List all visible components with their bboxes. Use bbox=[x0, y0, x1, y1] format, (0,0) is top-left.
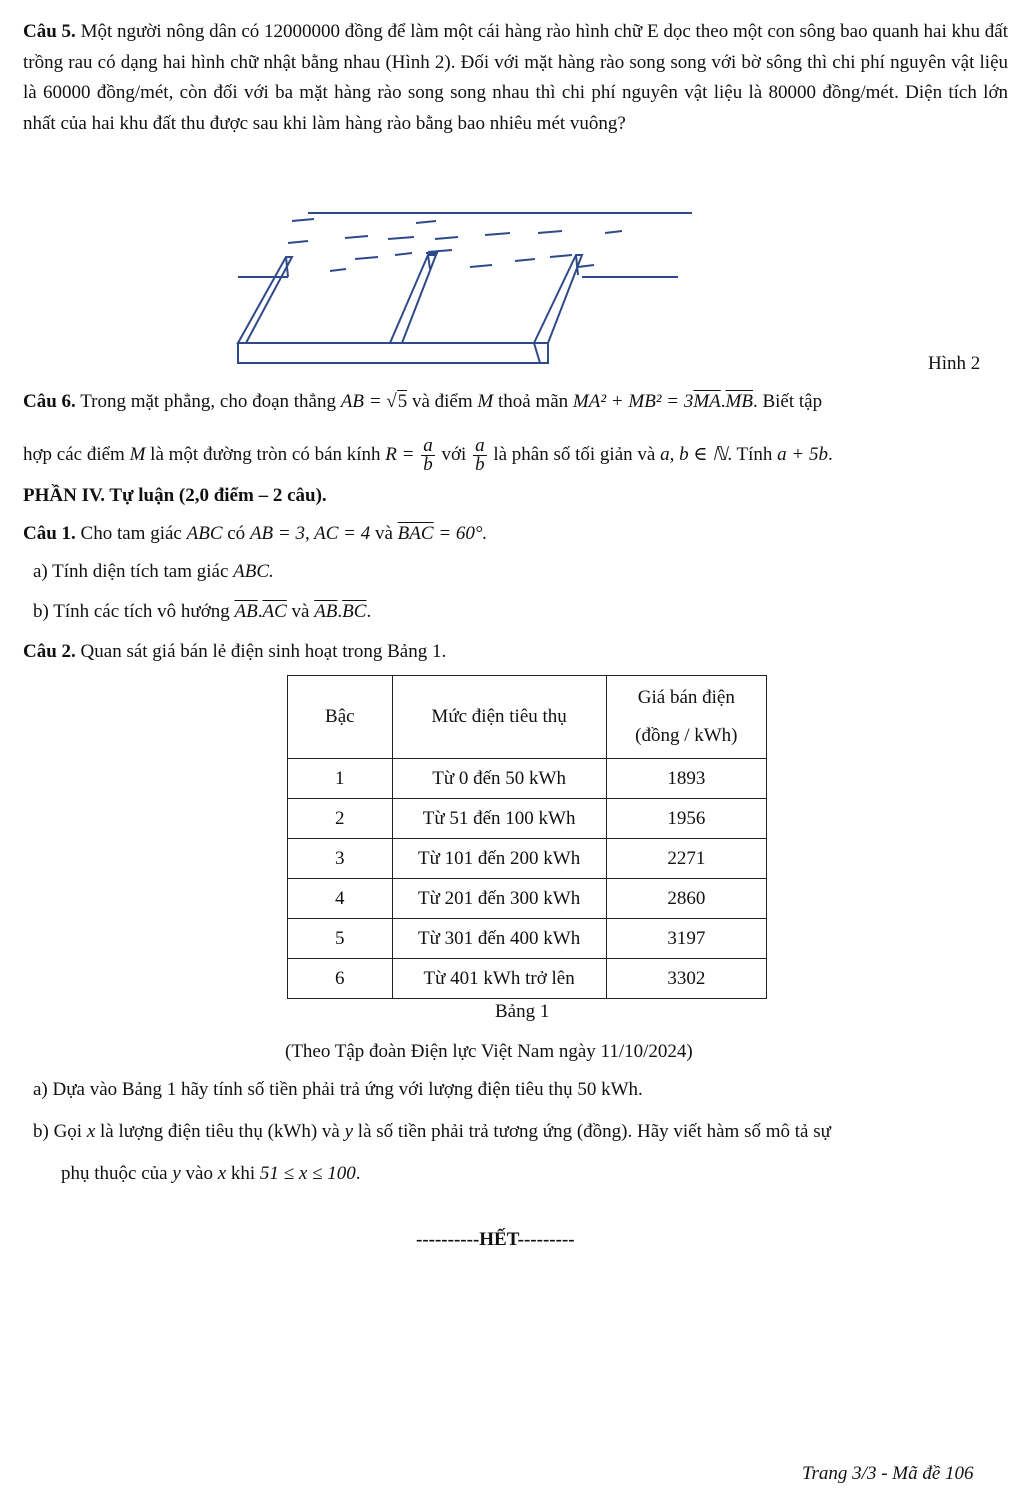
essay-1-part-b: b) Tính các tích vô hướng $\overline{AB}.\overline{AC}$ và $\overline{AB}.\overline{BC}$. bbox=[33, 601, 372, 622]
var-y: y bbox=[172, 1163, 181, 1184]
e1-a-end: ABC. bbox=[233, 561, 274, 582]
q6-dot: . bbox=[720, 391, 726, 412]
table-source: (Theo Tập đoàn Điện lực Việt Nam ngày 11/10/2024) bbox=[285, 1041, 693, 1062]
cell-usage: Từ 0 đến 50 kWh bbox=[392, 759, 606, 799]
e1-b-text: b) Tính các tích vô hướng bbox=[33, 601, 235, 622]
essay-2-label: Câu 2. bbox=[23, 641, 76, 662]
fence-figure bbox=[230, 195, 700, 370]
table-row bbox=[288, 879, 767, 919]
cell-tier: 3 bbox=[288, 839, 393, 879]
fence-front-face bbox=[238, 343, 548, 363]
q6-m: M bbox=[477, 391, 494, 412]
cell-usage: Từ 301 đến 400 kWh bbox=[392, 919, 606, 959]
q6-set: a, b ∈ ℕ bbox=[660, 444, 728, 465]
q6-target: a + 5b bbox=[777, 444, 828, 465]
var-y: y bbox=[344, 1121, 354, 1142]
table-row bbox=[288, 799, 767, 839]
vector-ac: $\overline{AC}$ bbox=[262, 601, 287, 622]
question-6-line-1: Câu 6. Trong mặt phẳng, cho đoạn thẳng AB = √5 và điểm M thoả mãn $MA^2 + MB^2 = 3\overline{MA}.\overline{MB}$. Biết tập bbox=[23, 391, 823, 412]
fraction-denominator: b bbox=[475, 454, 485, 476]
fence-left-side bbox=[238, 257, 292, 343]
table-row bbox=[288, 919, 767, 959]
q6-text: . Biết tập bbox=[752, 391, 823, 412]
e2-text: Quan sát giá bán lẻ điện sinh hoạt trong Bảng 1. bbox=[75, 641, 447, 662]
q6-ab: AB = bbox=[340, 391, 387, 412]
header-price-line-2: (đồng / kWh) bbox=[635, 725, 738, 746]
angle-value: = 60°. bbox=[433, 523, 488, 544]
e1-given: AB = 3, AC = 4 bbox=[249, 523, 371, 544]
cell-usage: Từ 101 đến 200 kWh bbox=[392, 839, 606, 879]
e1-text: có bbox=[222, 523, 250, 544]
vector-bc: $\overline{BC}$ bbox=[342, 601, 367, 622]
fraction-denominator: b bbox=[423, 454, 433, 476]
vector-mb: $\overline{MB}$ bbox=[725, 391, 753, 412]
e2-b-text: là lượng điện tiêu thụ (kWh) và bbox=[95, 1121, 345, 1142]
figure-caption: Hình 2 bbox=[928, 353, 981, 374]
q6-text: thoả mãn bbox=[493, 391, 573, 412]
cell-price: 1956 bbox=[606, 799, 766, 839]
e2-b-text: . bbox=[355, 1163, 361, 1184]
condition-range: 51 ≤ x ≤ 100 bbox=[259, 1163, 356, 1184]
vector-ma: $\overline{MA}$ bbox=[693, 391, 721, 412]
question-5 bbox=[23, 17, 1008, 139]
q6-text: và điểm bbox=[407, 391, 478, 412]
essay-1-label: Câu 1. bbox=[23, 523, 76, 544]
cell-price: 2860 bbox=[606, 879, 766, 919]
var-x: x bbox=[86, 1121, 96, 1142]
cell-price: 3197 bbox=[606, 919, 766, 959]
question-5-text: Một người nông dân có 12000000 đồng để làm một cái hàng rào hình chữ E dọc theo một con sông bao quanh hai khu đất trồng rau có dạng hai hình chữ nhật bằng nhau (Hình 2). Đối với mặt hàng rào song song với bờ sông thì chi phí nguyên vật liệu là 60000 đồng/mét, còn đối với ba mặt hàng rào song song nhau thì chi phí nguyên vật liệu là 80000 đồng/mét. Diện tích lớn nhất của hai khu đất thu được sau khi làm hàng rào bằng bao nhiêu mét vuông? bbox=[23, 21, 1009, 134]
var-x: x bbox=[217, 1163, 227, 1184]
e2-b-text: phụ thuộc của bbox=[61, 1163, 173, 1184]
cell-tier: 1 bbox=[288, 759, 393, 799]
fraction-a-over-b bbox=[473, 437, 487, 474]
cell-usage: Từ 201 đến 300 kWh bbox=[392, 879, 606, 919]
table-row bbox=[288, 959, 767, 999]
q6-text: Trong mặt phẳng, cho đoạn thẳng bbox=[75, 391, 341, 412]
cell-price: 1893 bbox=[606, 759, 766, 799]
essay-2-part-a: a) Dựa vào Bảng 1 hãy tính số tiền phải trả ứng với lượng điện tiêu thụ 50 kWh. bbox=[33, 1079, 643, 1100]
electricity-price-table bbox=[287, 675, 767, 999]
q6-equation: MA² + MB² = 3 bbox=[572, 391, 694, 412]
e2-b-text: là số tiền phải trả tương ứng (đồng). Hãy viết hàm số mô tả sự bbox=[353, 1121, 831, 1142]
e2-b-text: vào bbox=[180, 1163, 218, 1184]
essay-2-part-b-line-1 bbox=[33, 1120, 831, 1144]
vector-ab: $\overline{AB}$ bbox=[234, 601, 258, 622]
cell-price: 2271 bbox=[606, 839, 766, 879]
e1-a-text: a) Tính diện tích tam giác bbox=[33, 561, 234, 582]
cell-tier: 5 bbox=[288, 919, 393, 959]
vector-ab: $\overline{AB}$ bbox=[314, 601, 338, 622]
page-footer: Trang 3/3 - Mã đề 106 bbox=[802, 1463, 974, 1484]
fraction-numerator: a bbox=[475, 435, 485, 457]
cell-tier: 4 bbox=[288, 879, 393, 919]
essay-1-part-a bbox=[33, 560, 274, 584]
e1-text: và bbox=[370, 523, 398, 544]
e1-text: Cho tam giác bbox=[75, 523, 187, 544]
table-row bbox=[288, 839, 767, 879]
fraction-numerator: a bbox=[423, 435, 433, 457]
q6-r: R = bbox=[385, 444, 420, 465]
table-caption: Bảng 1 bbox=[495, 1001, 550, 1022]
cell-price: 3302 bbox=[606, 959, 766, 999]
q6-text: là phân số tối giản và bbox=[488, 444, 661, 465]
e1-b-mid: và bbox=[286, 601, 315, 622]
e1-abc: ABC bbox=[186, 523, 223, 544]
q6-text: . Tính bbox=[727, 444, 778, 465]
fence-right-side bbox=[534, 255, 582, 363]
q6-text: . bbox=[827, 444, 833, 465]
essay-question-1 bbox=[23, 522, 487, 546]
angle-bac: $\overline{BAC}$ bbox=[397, 523, 434, 544]
essay-question-2 bbox=[23, 640, 446, 664]
question-6-line-2 bbox=[23, 435, 833, 475]
q6-text: với bbox=[436, 444, 472, 465]
end-mark: ----------HẾT--------- bbox=[416, 1229, 575, 1250]
e2-b-text: b) Gọi bbox=[33, 1121, 87, 1142]
cell-usage: Từ 51 đến 100 kWh bbox=[392, 799, 606, 839]
cell-usage: Từ 401 kWh trở lên bbox=[392, 959, 606, 999]
cell-tier: 6 bbox=[288, 959, 393, 999]
q6-text: là một đường tròn có bán kính bbox=[145, 444, 386, 465]
essay-2-part-b-line-2 bbox=[61, 1162, 360, 1186]
part-4-title: PHẦN IV. Tự luận (2,0 điểm – 2 câu). bbox=[23, 485, 327, 506]
table-header-usage: Mức điện tiêu thụ bbox=[392, 676, 606, 759]
cell-tier: 2 bbox=[288, 799, 393, 839]
q6-sqrt5: 5 bbox=[397, 391, 408, 412]
q6-m: M bbox=[129, 444, 146, 465]
table-header-price bbox=[606, 676, 766, 759]
question-5-label: Câu 5. bbox=[23, 21, 76, 42]
header-price-line-1: Giá bán điện bbox=[637, 687, 735, 708]
table-header-tier: Bậc bbox=[288, 676, 393, 759]
table-header-row bbox=[288, 676, 767, 759]
q6-text: hợp các điểm bbox=[23, 444, 130, 465]
table-row bbox=[288, 759, 767, 799]
e2-b-text: khi bbox=[226, 1163, 260, 1184]
question-6-label: Câu 6. bbox=[23, 391, 76, 412]
fraction-a-over-b bbox=[421, 437, 435, 474]
e1-b-end: . bbox=[366, 601, 372, 622]
